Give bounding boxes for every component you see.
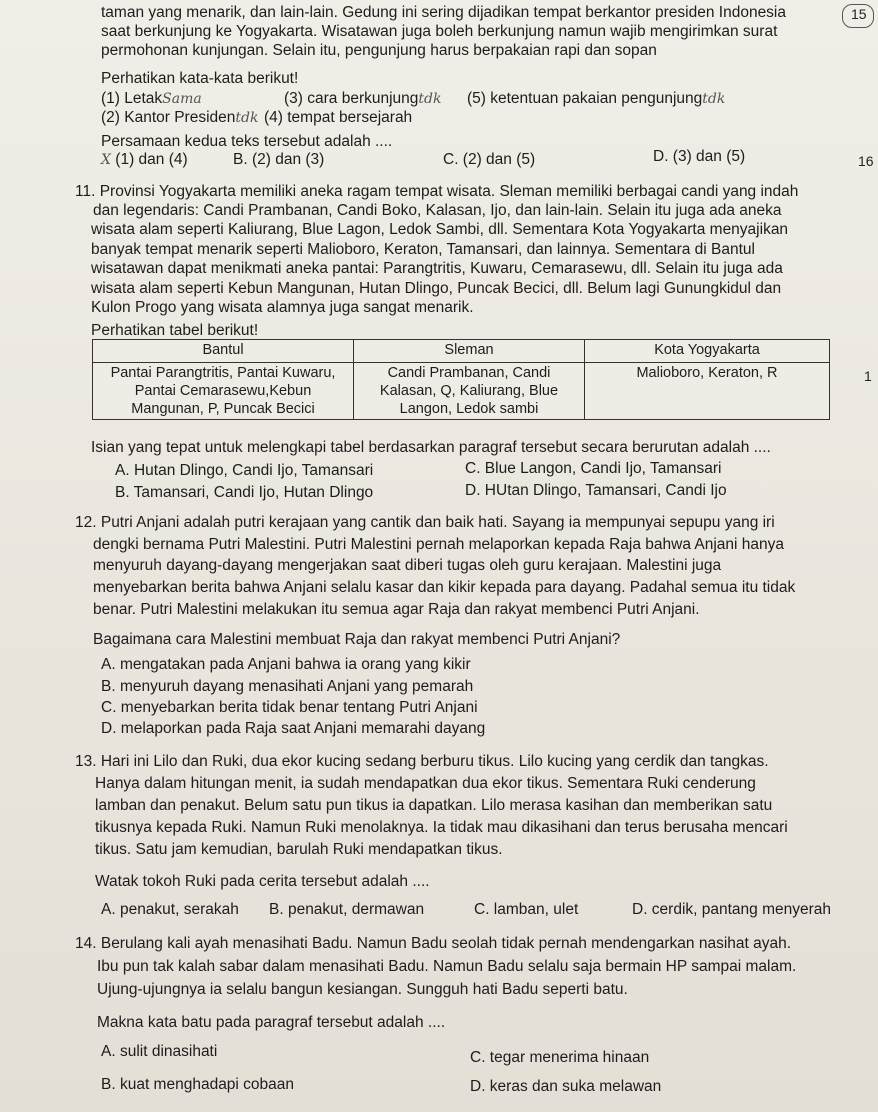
- table-cell: Pantai Parangtritis, Pantai Kuwaru, Pantai Cemarasewu,Kebun Mangunan, P, Puncak Becici: [93, 363, 354, 420]
- option-a[interactable]: A. penakut, serakah: [101, 901, 239, 918]
- handwritten-note: Sama: [162, 91, 202, 107]
- option-c[interactable]: C. tegar menerima hinaan: [470, 1049, 650, 1066]
- handwritten-note: tdk: [702, 91, 726, 107]
- option-c[interactable]: C. lamban, ulet: [474, 901, 579, 918]
- question-paragraph-line: Ibu pun tak kalah sabar dalam menasihati Badu. Namun Badu selalu saja bermain HP sampai malam.: [97, 958, 797, 975]
- table-header: Sleman: [354, 340, 585, 363]
- question-paragraph-line: Hanya dalam hitungan menit, ia sudah mendapatkan dua ekor tikus. Sementara Ruki cenderung: [95, 775, 756, 792]
- option-c[interactable]: C. (2) dan (5): [443, 151, 536, 168]
- question-paragraph-line: menyuruh dayang-dayang mengerjakan saat diberi tugas oleh guru kerajaan. Malestini juga: [93, 557, 722, 574]
- question-paragraph-line: Ujung-ujungnya ia selalu bangun kesiangan. Sungguh hati Badu seperti batu.: [97, 981, 628, 998]
- option-c[interactable]: C. Blue Langon, Candi Ijo, Tamansari: [465, 460, 722, 477]
- question-paragraph-line: 14. Berulang kali ayah menasihati Badu. Namun Badu seolah tidak pernah mendengarkan nasihat ayah.: [75, 935, 792, 952]
- option-b[interactable]: B. Tamansari, Candi Ijo, Hutan Dlingo: [115, 484, 374, 501]
- option-d[interactable]: D. HUtan Dlingo, Tamansari, Candi Ijo: [465, 482, 727, 499]
- question-paragraph-line: wisata alam seperti Kaliurang, Blue Lagon, Ledok Sambi, dll. Sementara Kota Yogyakarta menyajikan: [91, 221, 789, 238]
- list-item: (3) cara berkunjungtdk: [284, 90, 442, 107]
- question-paragraph-line: Kulon Progo yang wisata alamnya juga sangat menarik.: [91, 299, 474, 316]
- table-header-row: [93, 340, 830, 363]
- paragraph-line: permohonan kunjungan. Selain itu, pengunjung harus berpakaian rapi dan sopan: [101, 42, 657, 59]
- margin-number-top: 15: [851, 6, 867, 22]
- question-paragraph-line: tikus. Satu jam kemudian, barulah Ruki mendapatkan tikus.: [95, 841, 503, 858]
- list-item: (5) ketentuan pakaian pengunjungtdk: [467, 90, 726, 107]
- table-cell: Candi Prambanan, Candi Kalasan, Q, Kaliurang, Blue Langon, Ledok sambi: [354, 363, 585, 420]
- question-prompt: Makna kata batu pada paragraf tersebut adalah ....: [97, 1014, 446, 1031]
- question-paragraph-line: 12. Putri Anjani adalah putri kerajaan yang cantik dan baik hati. Sayang ia mempunyai sepupu yang iri: [75, 514, 775, 531]
- option-b[interactable]: B. penakut, dermawan: [269, 901, 425, 918]
- list-item: (4) tempat bersejarah: [264, 109, 413, 126]
- question-paragraph-line: wisata alam seperti Kebun Mangunan, Hutan Dlingo, Puncak Becici, dll. Belum lagi Gunungkidul dan: [91, 280, 782, 297]
- option-d[interactable]: D. (3) dan (5): [653, 148, 746, 165]
- question-paragraph-line: tikusnya kepada Ruki. Namun Ruki menolaknya. Ia tidak mau dikasihani dan terus berusaha mencari: [95, 819, 788, 836]
- question-prompt: Watak tokoh Ruki pada cerita tersebut adalah ....: [95, 873, 430, 890]
- option-b[interactable]: B. menyuruh dayang menasihati Anjani yang pemarah: [101, 678, 474, 695]
- question-prompt: Isian yang tepat untuk melengkapi tabel berdasarkan paragraf tersebut secara berurutan adalah ....: [91, 439, 771, 456]
- option-b[interactable]: B. kuat menghadapi cobaan: [101, 1076, 295, 1093]
- option-a[interactable]: A. Hutan Dlingo, Candi Ijo, Tamansari: [115, 462, 374, 479]
- option-c[interactable]: C. menyebarkan berita tidak benar tentang Putri Anjani: [101, 699, 478, 716]
- option-a[interactable]: A. mengatakan pada Anjani bahwa ia orang yang kikir: [101, 656, 471, 673]
- question-paragraph-line: dan legendaris: Candi Prambanan, Candi Boko, Kalasan, Ijo, dan lain-lain. Selain itu juga ada aneka: [93, 202, 782, 219]
- question-paragraph-line: lamban dan penakut. Belum satu pun tikus ia dapatkan. Lilo merasa kasihan dan memberikan satu: [95, 797, 773, 814]
- instruction: Perhatikan kata-kata berikut!: [101, 70, 299, 87]
- option-a[interactable]: X (1) dan (4): [101, 151, 188, 168]
- table-header: Bantul: [93, 340, 354, 363]
- question-prompt: Persamaan kedua teks tersebut adalah ....: [101, 133, 393, 150]
- question-paragraph-line: 13. Hari ini Lilo dan Ruki, dua ekor kucing sedang berburu tikus. Lilo kucing yang cerdik dan tangkas.: [75, 753, 769, 770]
- question-paragraph-line: banyak tempat menarik seperti Malioboro, Keraton, Tamansari, dan lainnya. Sementara di Bantul: [91, 241, 755, 258]
- handwritten-note: tdk: [418, 91, 442, 107]
- question-paragraph-line: dengki bernama Putri Malestini. Putri Malestini pernah melaporkan kepada Raja bahwa Anjani hanya: [93, 536, 785, 553]
- handwritten-note: tdk: [235, 110, 259, 126]
- list-item: (2) Kantor Presidentdk: [101, 109, 259, 126]
- question-paragraph-line: 11. Provinsi Yogyakarta memiliki aneka ragam tempat wisata. Sleman memiliki berbagai candi yang indah: [75, 183, 799, 200]
- question-paragraph-line: menyebarkan berita bahwa Anjani selalu kasar dan kikir kepada para dayang. Padahal semua itu tidak: [93, 579, 796, 596]
- tourism-table: [92, 339, 830, 420]
- paragraph-line: taman yang menarik, dan lain-lain. Gedung ini sering dijadikan tempat berkantor presiden Indonesia: [101, 4, 786, 21]
- table-instruction: Perhatikan tabel berikut!: [91, 322, 259, 339]
- list-item: (1) LetakSama: [101, 90, 202, 107]
- option-d[interactable]: D. melaporkan pada Raja saat Anjani memarahi dayang: [101, 720, 486, 737]
- table-cell: Malioboro, Keraton, R: [585, 363, 830, 420]
- margin-number-16: 16: [858, 153, 874, 169]
- handwritten-mark: X: [101, 152, 111, 168]
- question-paragraph-line: benar. Putri Malestini melakukan itu semua agar Raja dan rakyat membenci Putri Anjani.: [93, 601, 700, 618]
- question-prompt: Bagaimana cara Malestini membuat Raja dan rakyat membenci Putri Anjani?: [93, 631, 621, 648]
- table-row: [93, 363, 830, 420]
- option-d[interactable]: D. keras dan suka melawan: [470, 1078, 662, 1095]
- table-header: Kota Yogyakarta: [585, 340, 830, 363]
- option-a[interactable]: A. sulit dinasihati: [101, 1043, 218, 1060]
- paragraph-line: saat berkunjung ke Yogyakarta. Wisatawan juga boleh berkunjung namun wajib mengirimkan surat: [101, 23, 778, 40]
- margin-number-side: 1: [864, 368, 872, 384]
- option-d[interactable]: D. cerdik, pantang menyerah: [632, 901, 832, 918]
- option-b[interactable]: B. (2) dan (3): [233, 151, 325, 168]
- question-paragraph-line: wisatawan dapat menikmati aneka pantai: Parangtritis, Kuwaru, Cemarasewu, dll. Selain itu juga ada: [91, 260, 783, 277]
